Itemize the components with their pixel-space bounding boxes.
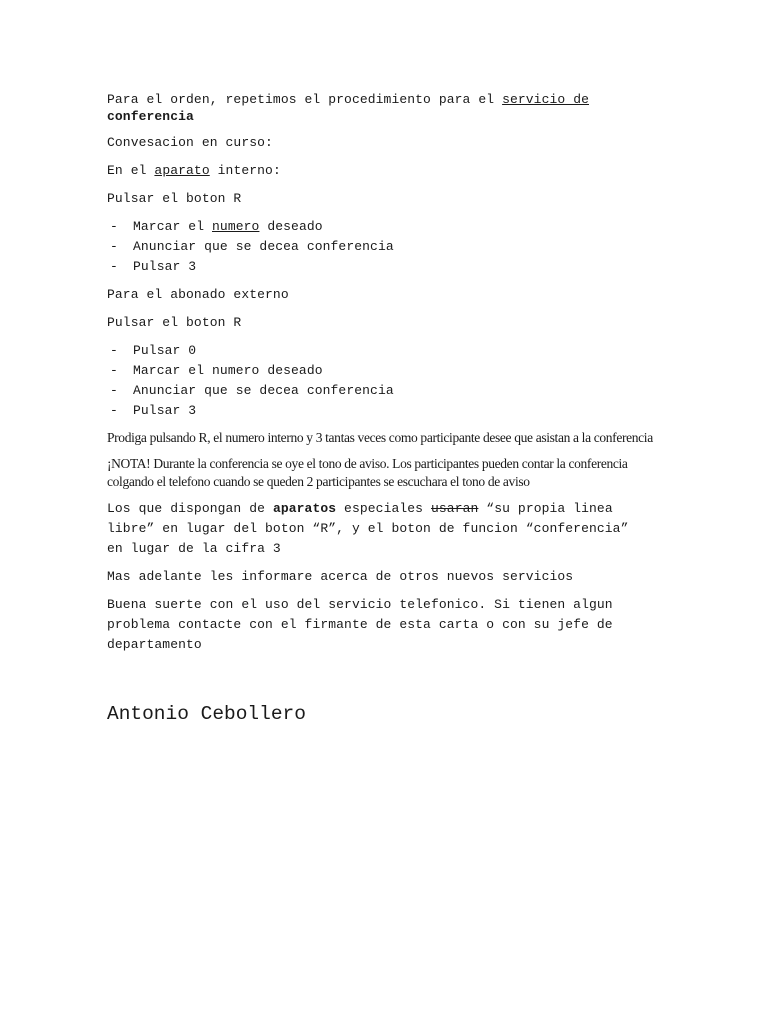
list-item-text: Pulsar 3 [133, 403, 197, 418]
conversation-heading: Convesacion en curso: [107, 135, 273, 150]
list-item [107, 341, 668, 361]
dash-marker: - [110, 383, 118, 398]
special-text: “su propia linea libre” en lugar del boton “R”, y el boton de funcion “conferencia” en lugar de la cifra 3 [107, 501, 629, 556]
press-r-instruction: Pulsar el boton R [107, 315, 242, 330]
dash-marker: - [110, 239, 118, 254]
external-heading: Para el abonado externo [107, 287, 289, 302]
internal-underlined-text: aparato [154, 163, 210, 178]
list-item [107, 401, 668, 421]
list-item [107, 361, 668, 381]
intro-paragraph [107, 91, 668, 125]
special-devices-paragraph [107, 499, 647, 559]
list-item-text: Anunciar que se decea conferencia [133, 239, 394, 254]
intro-bold-text: conferencia [107, 109, 194, 124]
intro-text: Para el orden, repetimos el procedimiento para el [107, 92, 503, 107]
list-item-text: Pulsar 0 [133, 343, 197, 358]
list-item [107, 217, 668, 237]
dash-marker: - [110, 363, 118, 378]
list-item [107, 381, 668, 401]
special-text: especiales [336, 501, 431, 516]
special-text: Los que dispongan de [107, 501, 273, 516]
nota-paragraph: ¡NOTA! Durante la conferencia se oye el tono de aviso. Los participantes pueden contar la conferencia colgando el telefono cuando se queden 2 participantes se escuchara el tono de aviso [107, 456, 628, 489]
list-item [107, 257, 668, 277]
dash-marker: - [110, 343, 118, 358]
internal-text-pre: En el [107, 163, 155, 178]
external-steps-list [107, 341, 668, 421]
list-item [107, 237, 668, 257]
dash-marker: - [110, 219, 118, 234]
internal-text-post: interno: [209, 163, 281, 178]
press-r-instruction: Pulsar el boton R [107, 191, 242, 206]
dash-marker: - [110, 403, 118, 418]
list-item-text-pre: Marcar el [133, 219, 213, 234]
internal-heading [107, 161, 668, 181]
closing-paragraph: Buena suerte con el uso del servicio telefonico. Si tienen algun problema contacte con el firmante de esta carta o con su jefe de departamento [107, 597, 613, 652]
list-item-underlined-text: numero [212, 219, 260, 234]
intro-underlined-text: servicio de [502, 92, 589, 107]
list-item-text: Anunciar que se decea conferencia [133, 383, 394, 398]
internal-steps-list [107, 217, 668, 277]
list-item-text: Marcar el numero deseado [133, 363, 323, 378]
special-strikethrough-text: usaran [430, 501, 479, 516]
prodiga-paragraph: Prodiga pulsando R, el numero interno y 3 tantas veces como participante desee que asistan a la conferencia [107, 430, 653, 445]
signature: Antonio Cebollero [107, 703, 306, 725]
special-bold-text: aparatos [272, 501, 337, 516]
list-item-text-post: deseado [259, 219, 323, 234]
later-paragraph: Mas adelante les informare acerca de otros nuevos servicios [107, 569, 574, 584]
list-item-text: Pulsar 3 [133, 259, 197, 274]
dash-marker: - [110, 259, 118, 274]
